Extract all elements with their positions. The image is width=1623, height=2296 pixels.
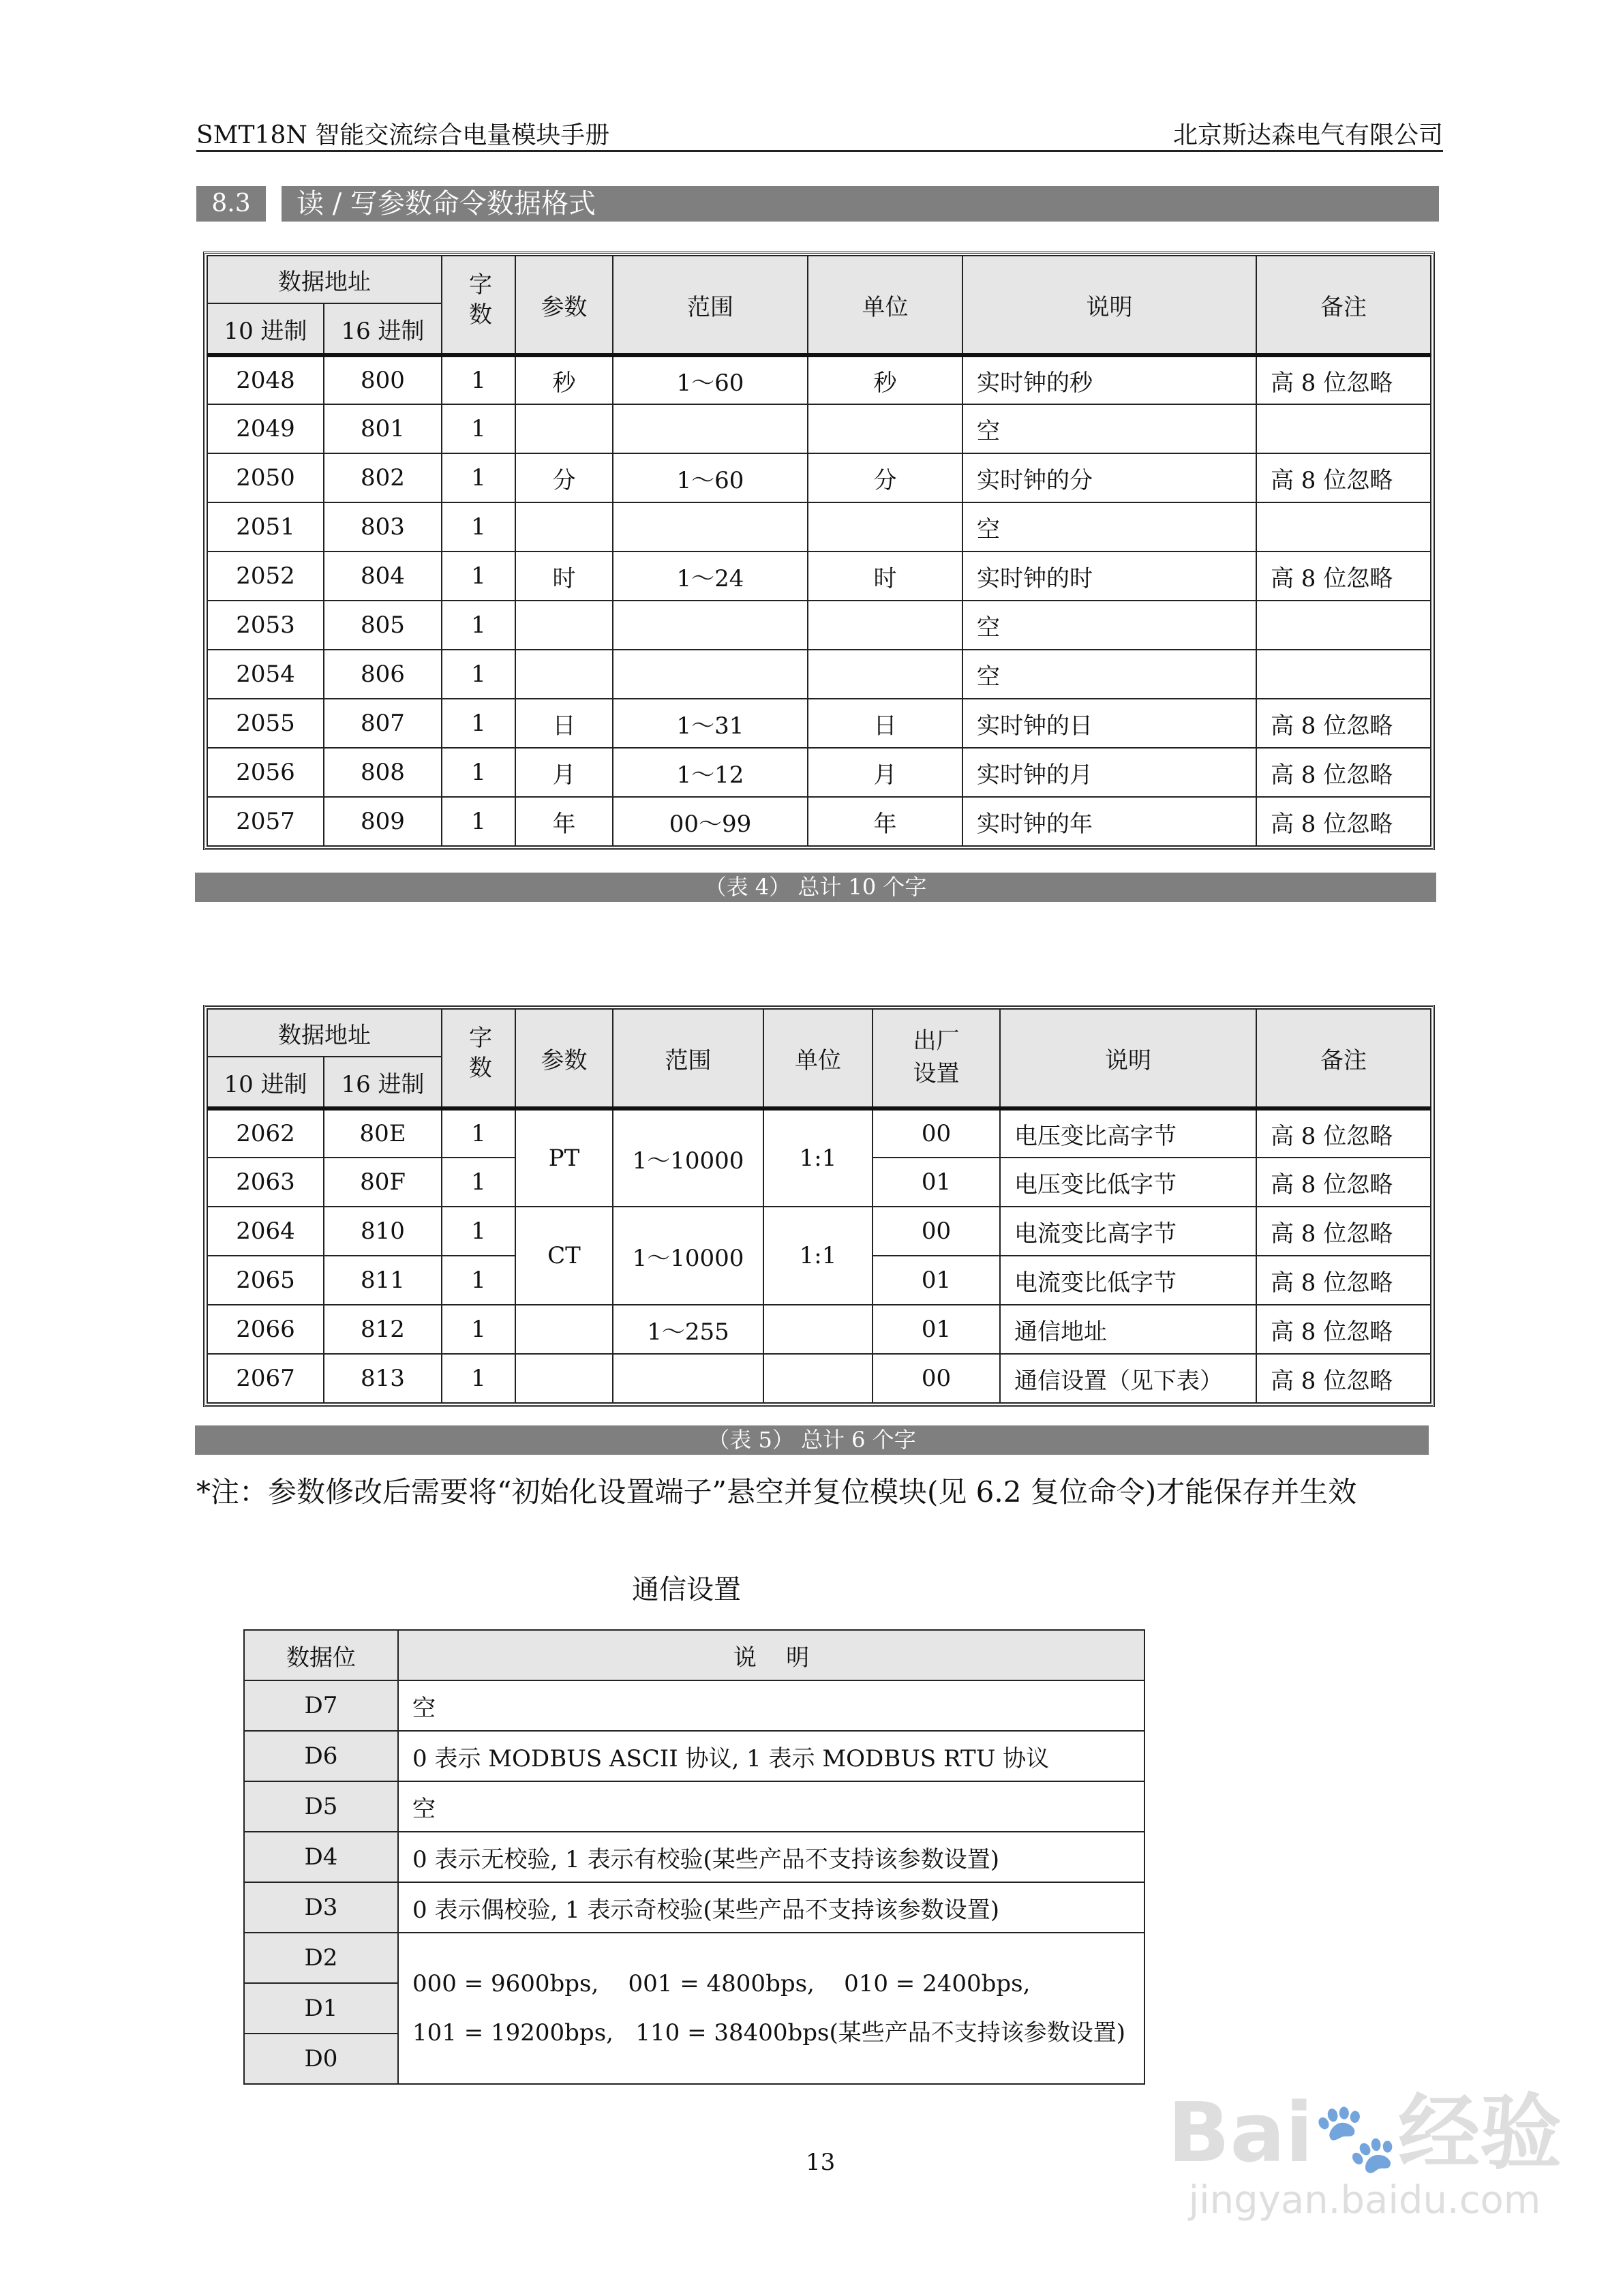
cell-unit: 时 bbox=[808, 552, 962, 601]
cell-hex: 813 bbox=[324, 1354, 442, 1403]
cell-words: 1 bbox=[442, 601, 515, 650]
cell-unit: 1:1 bbox=[763, 1207, 873, 1305]
cell-range bbox=[613, 650, 808, 699]
cell-param: 分 bbox=[515, 453, 613, 502]
cell-remark bbox=[1256, 601, 1431, 650]
table-row bbox=[244, 1882, 1144, 1933]
cell-desc: 实时钟的日 bbox=[962, 699, 1256, 748]
header-remark: 备注 bbox=[1256, 256, 1431, 355]
cell-desc: 空 bbox=[962, 650, 1256, 699]
cell-desc: 通信地址 bbox=[1000, 1305, 1256, 1354]
cell-unit bbox=[808, 650, 962, 699]
cell-remark: 高 8 位忽略 bbox=[1256, 1256, 1431, 1305]
cell-range: 1～24 bbox=[613, 552, 808, 601]
cell-bit: D6 bbox=[244, 1731, 398, 1781]
header-dec: 10 进制 bbox=[207, 1057, 324, 1108]
cell-param bbox=[515, 601, 613, 650]
baidu-watermark-logo: Bai🐾经验 jingyan.baidu.com bbox=[1167, 2086, 1562, 2222]
cell-range: 1～12 bbox=[613, 748, 808, 797]
baud-rate-line: 000 = 9600bps, 001 = 4800bps, 010 = 2400bps, bbox=[412, 1970, 1031, 1997]
table-row bbox=[207, 1207, 1431, 1256]
header-remark: 备注 bbox=[1256, 1009, 1431, 1108]
table-row bbox=[244, 1680, 1144, 1731]
table-row bbox=[207, 453, 1431, 502]
cell-param: 时 bbox=[515, 552, 613, 601]
header-divider bbox=[196, 150, 1443, 152]
cell-param: CT bbox=[515, 1207, 613, 1305]
cell-remark: 高 8 位忽略 bbox=[1256, 1207, 1431, 1256]
cell-hex: 804 bbox=[324, 552, 442, 601]
table-row bbox=[244, 1832, 1144, 1882]
table-4 bbox=[203, 252, 1435, 850]
cell-desc: 实时钟的时 bbox=[962, 552, 1256, 601]
cell-factory: 00 bbox=[873, 1108, 1000, 1158]
cell-hex: 80E bbox=[324, 1108, 442, 1158]
cell-desc: 实时钟的秒 bbox=[962, 355, 1256, 404]
cell-words: 1 bbox=[442, 1305, 515, 1354]
cell-desc: 0 表示 MODBUS ASCII 协议, 1 表示 MODBUS RTU 协议 bbox=[398, 1731, 1144, 1781]
cell-remark: 高 8 位忽略 bbox=[1256, 1108, 1431, 1158]
cell-hex: 810 bbox=[324, 1207, 442, 1256]
cell-range: 1～60 bbox=[613, 453, 808, 502]
cell-desc: 实时钟的分 bbox=[962, 453, 1256, 502]
cell-bit: D1 bbox=[244, 1983, 398, 2034]
cell-dec: 2055 bbox=[207, 699, 324, 748]
table-row bbox=[207, 1354, 1431, 1403]
cell-range bbox=[613, 601, 808, 650]
table-row bbox=[207, 502, 1431, 552]
cell-dec: 2064 bbox=[207, 1207, 324, 1256]
cell-remark: 高 8 位忽略 bbox=[1256, 699, 1431, 748]
cell-dec: 2053 bbox=[207, 601, 324, 650]
cell-dec: 2063 bbox=[207, 1158, 324, 1207]
cell-remark bbox=[1256, 650, 1431, 699]
cell-bit: D2 bbox=[244, 1933, 398, 1983]
header-hex: 16 进制 bbox=[324, 303, 442, 355]
cell-factory: 01 bbox=[873, 1158, 1000, 1207]
cell-remark: 高 8 位忽略 bbox=[1256, 1354, 1431, 1403]
cell-param bbox=[515, 502, 613, 552]
cell-desc: 电流变比高字节 bbox=[1000, 1207, 1256, 1256]
cell-words: 1 bbox=[442, 1256, 515, 1305]
cell-dec: 2050 bbox=[207, 453, 324, 502]
cell-words: 1 bbox=[442, 650, 515, 699]
cell-range bbox=[613, 404, 808, 453]
header-title: SMT18N 智能交流综合电量模块手册 bbox=[196, 121, 610, 149]
cell-bit: D4 bbox=[244, 1832, 398, 1882]
cell-bit: D7 bbox=[244, 1680, 398, 1731]
cell-words: 1 bbox=[442, 453, 515, 502]
table-4-caption: （表 4） 总计 10 个字 bbox=[195, 873, 1436, 902]
cell-words: 1 bbox=[442, 355, 515, 404]
cell-dec: 2048 bbox=[207, 355, 324, 404]
cell-param: 秒 bbox=[515, 355, 613, 404]
cell-range: 00～99 bbox=[613, 797, 808, 846]
cell-param: 日 bbox=[515, 699, 613, 748]
cell-hex: 803 bbox=[324, 502, 442, 552]
cell-range: 1～10000 bbox=[613, 1207, 763, 1305]
cell-dec: 2057 bbox=[207, 797, 324, 846]
cell-bit: D5 bbox=[244, 1781, 398, 1832]
header-desc: 说 明 bbox=[398, 1630, 1144, 1680]
cell-desc: 空 bbox=[962, 502, 1256, 552]
header-words: 字数 bbox=[442, 256, 515, 355]
header-words: 字数 bbox=[442, 1009, 515, 1108]
cell-unit: 年 bbox=[808, 797, 962, 846]
cell-unit bbox=[808, 404, 962, 453]
header-company: 北京斯达森电气有限公司 bbox=[1172, 121, 1443, 149]
comm-settings-table bbox=[243, 1629, 1145, 2085]
table-row bbox=[244, 1933, 1144, 1983]
cell-words: 1 bbox=[442, 502, 515, 552]
cell-dec: 2062 bbox=[207, 1108, 324, 1158]
cell-desc: 空 bbox=[962, 404, 1256, 453]
cell-range: 1～10000 bbox=[613, 1108, 763, 1207]
cell-dec: 2052 bbox=[207, 552, 324, 601]
header-address: 数据地址 bbox=[207, 256, 442, 303]
cell-factory: 01 bbox=[873, 1305, 1000, 1354]
table-row bbox=[207, 552, 1431, 601]
cell-range bbox=[613, 502, 808, 552]
cell-words: 1 bbox=[442, 1158, 515, 1207]
cell-unit bbox=[808, 502, 962, 552]
header-unit: 单位 bbox=[808, 256, 962, 355]
cell-hex: 812 bbox=[324, 1305, 442, 1354]
cell-remark bbox=[1256, 502, 1431, 552]
cell-range: 1～31 bbox=[613, 699, 808, 748]
cell-desc: 实时钟的月 bbox=[962, 748, 1256, 797]
cell-remark: 高 8 位忽略 bbox=[1256, 552, 1431, 601]
page-number: 13 bbox=[806, 2149, 836, 2176]
cell-hex: 802 bbox=[324, 453, 442, 502]
header-hex: 16 进制 bbox=[324, 1057, 442, 1108]
cell-unit: 1:1 bbox=[763, 1108, 873, 1207]
cell-words: 1 bbox=[442, 552, 515, 601]
cell-desc: 空 bbox=[962, 601, 1256, 650]
table-row bbox=[244, 1781, 1144, 1832]
header-unit: 单位 bbox=[763, 1009, 873, 1108]
header-range: 范围 bbox=[613, 256, 808, 355]
table-5-caption: （表 5） 总计 6 个字 bbox=[195, 1425, 1429, 1455]
cell-unit: 分 bbox=[808, 453, 962, 502]
cell-param: 月 bbox=[515, 748, 613, 797]
baud-rate-line: 101 = 19200bps, 110 = 38400bps(某些产品不支持该参数设置) bbox=[412, 2019, 1126, 2046]
cell-desc: 0 表示偶校验, 1 表示奇校验(某些产品不支持该参数设置) bbox=[398, 1882, 1144, 1933]
header-desc: 说明 bbox=[1000, 1009, 1256, 1108]
cell-unit: 秒 bbox=[808, 355, 962, 404]
cell-range bbox=[613, 1354, 763, 1403]
cell-bit: D0 bbox=[244, 2034, 398, 2084]
table-row bbox=[207, 355, 1431, 404]
header-factory: 出厂设置 bbox=[873, 1009, 1000, 1108]
cell-remark: 高 8 位忽略 bbox=[1256, 453, 1431, 502]
header-param: 参数 bbox=[515, 1009, 613, 1108]
cell-unit: 月 bbox=[808, 748, 962, 797]
cell-unit: 日 bbox=[808, 699, 962, 748]
cell-words: 1 bbox=[442, 1354, 515, 1403]
cell-desc: 实时钟的年 bbox=[962, 797, 1256, 846]
cell-words: 1 bbox=[442, 1207, 515, 1256]
header-bit: 数据位 bbox=[244, 1630, 398, 1680]
cell-dec: 2049 bbox=[207, 404, 324, 453]
cell-factory: 01 bbox=[873, 1256, 1000, 1305]
header-dec: 10 进制 bbox=[207, 303, 324, 355]
cell-hex: 809 bbox=[324, 797, 442, 846]
cell-factory: 00 bbox=[873, 1354, 1000, 1403]
header-desc: 说明 bbox=[962, 256, 1256, 355]
cell-unit bbox=[763, 1354, 873, 1403]
cell-desc: 电压变比高字节 bbox=[1000, 1108, 1256, 1158]
table-row bbox=[207, 748, 1431, 797]
header-param: 参数 bbox=[515, 256, 613, 355]
cell-words: 1 bbox=[442, 699, 515, 748]
cell-desc: 电压变比低字节 bbox=[1000, 1158, 1256, 1207]
cell-remark: 高 8 位忽略 bbox=[1256, 355, 1431, 404]
cell-dec: 2065 bbox=[207, 1256, 324, 1305]
cell-unit bbox=[763, 1305, 873, 1354]
cell-dec: 2051 bbox=[207, 502, 324, 552]
cell-hex: 80F bbox=[324, 1158, 442, 1207]
cell-range: 1～60 bbox=[613, 355, 808, 404]
cell-param: PT bbox=[515, 1108, 613, 1207]
cell-range: 1～255 bbox=[613, 1305, 763, 1354]
table-row bbox=[207, 699, 1431, 748]
cell-dec: 2054 bbox=[207, 650, 324, 699]
cell-remark: 高 8 位忽略 bbox=[1256, 1158, 1431, 1207]
table-row bbox=[207, 404, 1431, 453]
table-5 bbox=[203, 1005, 1435, 1407]
table-row bbox=[207, 1108, 1431, 1158]
table-row bbox=[207, 797, 1431, 846]
table-row bbox=[244, 1731, 1144, 1781]
cell-desc: 电流变比低字节 bbox=[1000, 1256, 1256, 1305]
cell-param bbox=[515, 1354, 613, 1403]
note-text: *注：参数修改后需要将“初始化设置端子”悬空并复位模块(见 6.2 复位命令)才能保存并生效 bbox=[196, 1475, 1357, 1509]
cell-param bbox=[515, 650, 613, 699]
cell-desc: 空 bbox=[398, 1680, 1144, 1731]
cell-desc: 0 表示无校验, 1 表示有校验(某些产品不支持该参数设置) bbox=[398, 1832, 1144, 1882]
comm-settings-title: 通信设置 bbox=[632, 1574, 741, 1605]
cell-remark: 高 8 位忽略 bbox=[1256, 1305, 1431, 1354]
cell-remark bbox=[1256, 404, 1431, 453]
cell-dec: 2067 bbox=[207, 1354, 324, 1403]
cell-words: 1 bbox=[442, 797, 515, 846]
cell-baud-desc bbox=[398, 1933, 1144, 2084]
cell-param: 年 bbox=[515, 797, 613, 846]
cell-bit: D3 bbox=[244, 1882, 398, 1933]
cell-hex: 806 bbox=[324, 650, 442, 699]
header-range: 范围 bbox=[613, 1009, 763, 1108]
table-row bbox=[207, 601, 1431, 650]
section-number: 8.3 bbox=[196, 186, 266, 222]
cell-hex: 807 bbox=[324, 699, 442, 748]
cell-desc: 通信设置（见下表） bbox=[1000, 1354, 1256, 1403]
cell-words: 1 bbox=[442, 404, 515, 453]
table-row bbox=[207, 650, 1431, 699]
cell-remark: 高 8 位忽略 bbox=[1256, 748, 1431, 797]
cell-hex: 808 bbox=[324, 748, 442, 797]
cell-remark: 高 8 位忽略 bbox=[1256, 797, 1431, 846]
cell-hex: 811 bbox=[324, 1256, 442, 1305]
cell-words: 1 bbox=[442, 1108, 515, 1158]
cell-hex: 800 bbox=[324, 355, 442, 404]
cell-desc: 空 bbox=[398, 1781, 1144, 1832]
cell-dec: 2056 bbox=[207, 748, 324, 797]
cell-param bbox=[515, 404, 613, 453]
cell-words: 1 bbox=[442, 748, 515, 797]
cell-hex: 801 bbox=[324, 404, 442, 453]
cell-factory: 00 bbox=[873, 1207, 1000, 1256]
header-address: 数据地址 bbox=[207, 1009, 442, 1057]
cell-unit bbox=[808, 601, 962, 650]
table-row bbox=[207, 1305, 1431, 1354]
section-title: 读 / 写参数命令数据格式 bbox=[282, 186, 1439, 222]
cell-dec: 2066 bbox=[207, 1305, 324, 1354]
cell-param bbox=[515, 1305, 613, 1354]
cell-hex: 805 bbox=[324, 601, 442, 650]
